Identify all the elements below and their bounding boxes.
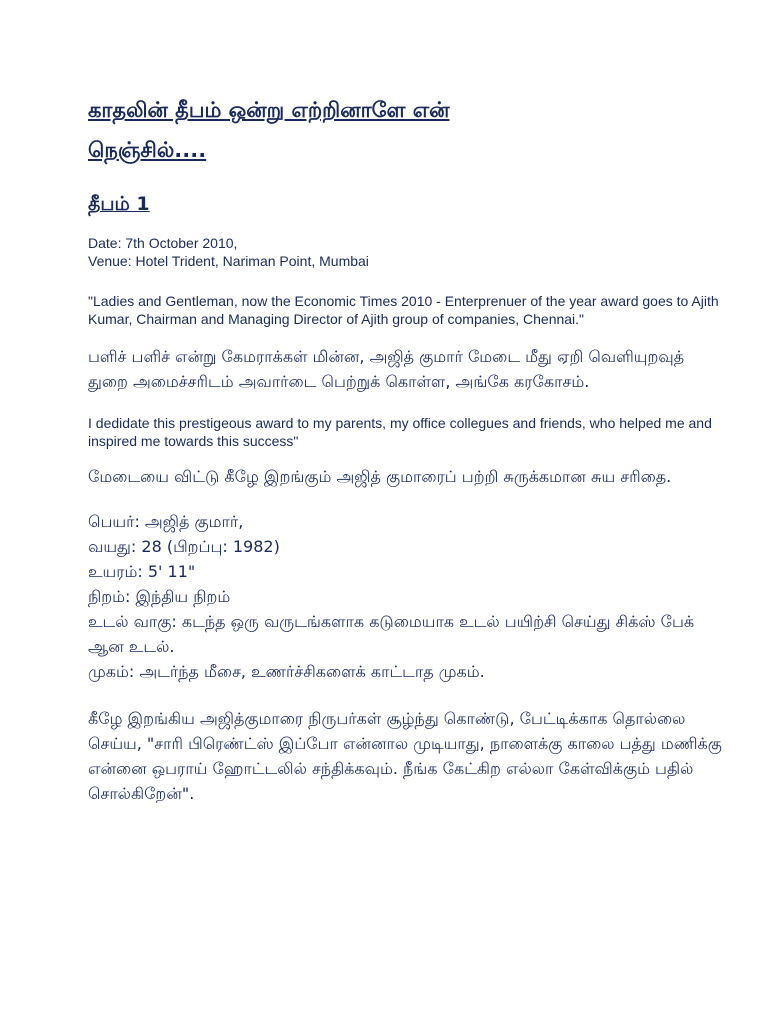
bio-complexion: நிறம்: இந்திய நிறம்: [88, 587, 231, 606]
bio-name: பெயர்: அஜித் குமார்,: [88, 512, 244, 531]
camera-flash-paragraph: பளிச் பளிச் என்று கேமராக்கள் மின்ன, அஜித் குமார் மேடை மீது ஏறி வெளியுறவுத் துறை அமைச்சரிடம் அவார்டை பெற்றுக் கொள்ள, அங்கே கரகோசம்.: [88, 347, 685, 391]
bio-intro-paragraph: மேடையை விட்டு கீழே இறங்கும் அஜித் குமாரைப் பற்றி சுருக்கமான சுய சரிதை.: [88, 467, 672, 486]
document-title: காதலின் தீபம் ஒன்று எற்றினாளே என் நெஞ்சில்....: [88, 98, 450, 162]
venue-line: Venue: Hotel Trident, Nariman Point, Mumbai: [88, 253, 369, 269]
award-announcement: "Ladies and Gentleman, now the Economic Times 2010 - Enterprenuer of the year award goes to Ajith Kumar, Chairman and Managing Director of Ajith group of companies, Chennai.": [88, 293, 719, 327]
date-line: Date: 7th October 2010,: [88, 235, 238, 251]
dedication-quote: I dedidate this prestigeous award to my parents, my office collegues and friends, who helped me and inspired me towards this success": [88, 415, 712, 449]
bio-age: வயது: 28 (பிறப்பு: 1982): [88, 537, 280, 556]
reporters-paragraph: கீழே இறங்கிய அஜித்குமாரை நிருபர்கள் சூழ்ந்து கொண்டு, பேட்டிக்காக தொல்லை செய்ய, "சாரி பிரெண்ட்ஸ் இப்போ என்னால முடியாது, நாளைக்கு காலை பத்து மணிக்கு என்னை ஒபராய் ஹோட்டலில் சந்திக்கவும். நீங்க கேட்கிற எல்லா கேள்விக்கும் பதில் சொல்கிறேன்".: [88, 709, 722, 803]
bio-height: உயரம்: 5' 11": [88, 562, 196, 581]
section-heading: தீபம் 1: [88, 193, 150, 215]
document-page: [88, 90, 728, 806]
bio-face: முகம்: அடர்ந்த மீசை, உணர்ச்சிகளைக் காட்டாத முகம்.: [88, 662, 485, 681]
event-meta: [88, 234, 728, 270]
bio-physique: உடல் வாகு: கடந்த ஒரு வருடங்களாக கடுமையாக உடல் பயிற்சி செய்து சிக்ஸ் பேக் ஆன உடல்.: [88, 612, 695, 656]
bio-list: [88, 509, 728, 684]
